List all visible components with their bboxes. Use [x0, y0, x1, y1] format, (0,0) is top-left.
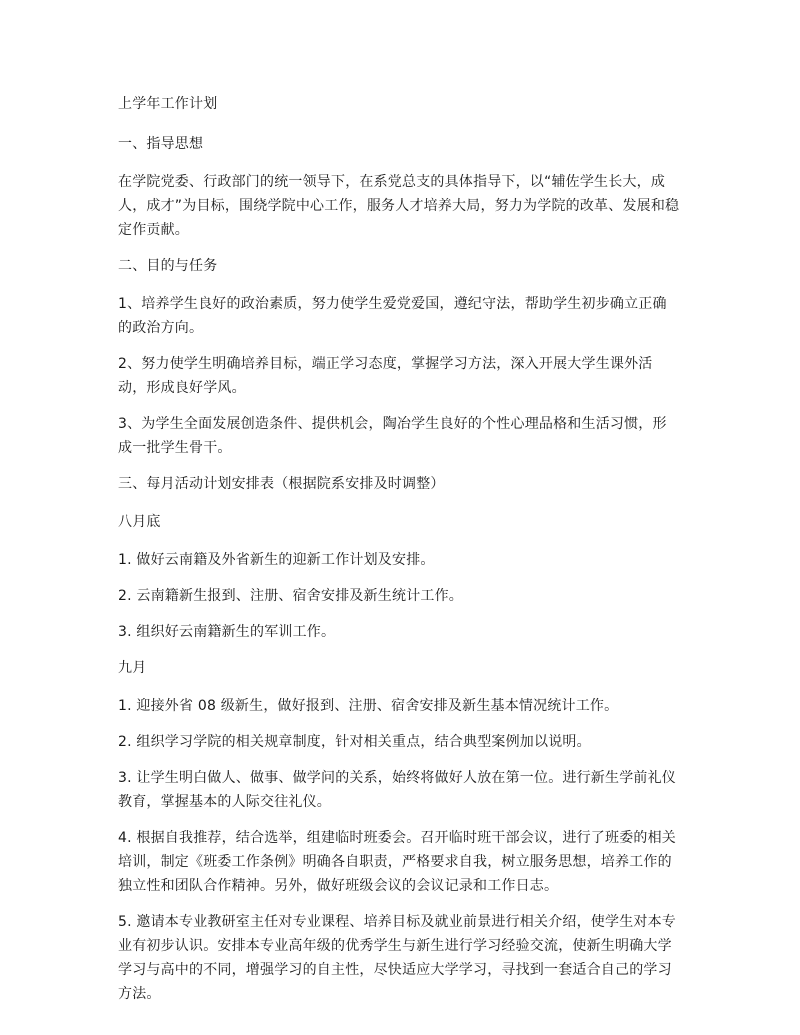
month-heading-september: 九月 — [118, 660, 147, 676]
august-item-2: 2. 云南籍新生报到、注册、宿舍安排及新生统计工作。 — [118, 588, 464, 604]
paragraph-guiding-ideology: 在学院党委、行政部门的统一领导下，在系党总支的具体指导下，以“辅佐学生长大，成人，成才”为目标，围绕学院中心工作，服务人才培养大局，努力为学院的改革、发展和稳定作贡献。 — [118, 174, 680, 238]
document-title: 上学年工作计划 — [118, 96, 218, 112]
month-heading-august: 八月底 — [118, 514, 161, 530]
section-heading-goals: 二、目的与任务 — [118, 258, 218, 274]
august-item-3: 3. 组织好云南籍新生的军训工作。 — [118, 624, 336, 640]
section-heading-guiding-ideology: 一、指导思想 — [118, 136, 204, 152]
goal-item-2: 2、努力使学生明确培养目标，端正学习态度，掌握学习方法，深入开展大学生课外活动，形成良好学风。 — [118, 356, 653, 396]
september-item-5: 5. 邀请本专业教研室主任对专业课程、培养目标及就业前景进行相关介绍，使学生对本专业有初步认识。安排本专业高年级的优秀学生与新生进行学习经验交流，使新生明确大学学习与高中的不同，增强学习的自主性，尽快适应大学学习，寻找到一套适合自己的学习方法。 — [118, 914, 677, 1002]
september-item-4: 4. 根据自我推荐，结合选举，组建临时班委会。召开临时班干部会议，进行了班委的相关培训，制定《班委工作条例》明确各自职责，严格要求自我，树立服务思想，培养工作的独立性和团队合作精神。另外，做好班级会议的会议记录和工作日志。 — [118, 830, 677, 894]
september-item-3: 3. 让学生明白做人、做事、做学问的关系，始终将做好人放在第一位。进行新生学前礼仪教育，掌握基本的人际交往礼仪。 — [118, 770, 677, 810]
september-item-1: 1. 迎接外省 08 级新生，做好报到、注册、宿舍安排及新生基本情况统计工作。 — [118, 698, 619, 714]
august-item-1: 1. 做好云南籍及外省新生的迎新工作计划及安排。 — [118, 552, 435, 568]
document-page — [118, 92, 680, 1018]
september-item-2: 2. 组织学习学院的相关规章制度，针对相关重点，结合典型案例加以说明。 — [118, 734, 591, 750]
goal-item-3: 3、为学生全面发展创造条件、提供机会，陶冶学生良好的个性心理品格和生活习惯，形成一批学生骨干。 — [118, 416, 667, 456]
goal-item-1: 1、培养学生良好的政治素质，努力使学生爱党爱国，遵纪守法，帮助学生初步确立正确的政治方向。 — [118, 296, 667, 336]
section-heading-monthly-plan: 三、每月活动计划安排表（根据院系安排及时调整） — [118, 476, 445, 492]
